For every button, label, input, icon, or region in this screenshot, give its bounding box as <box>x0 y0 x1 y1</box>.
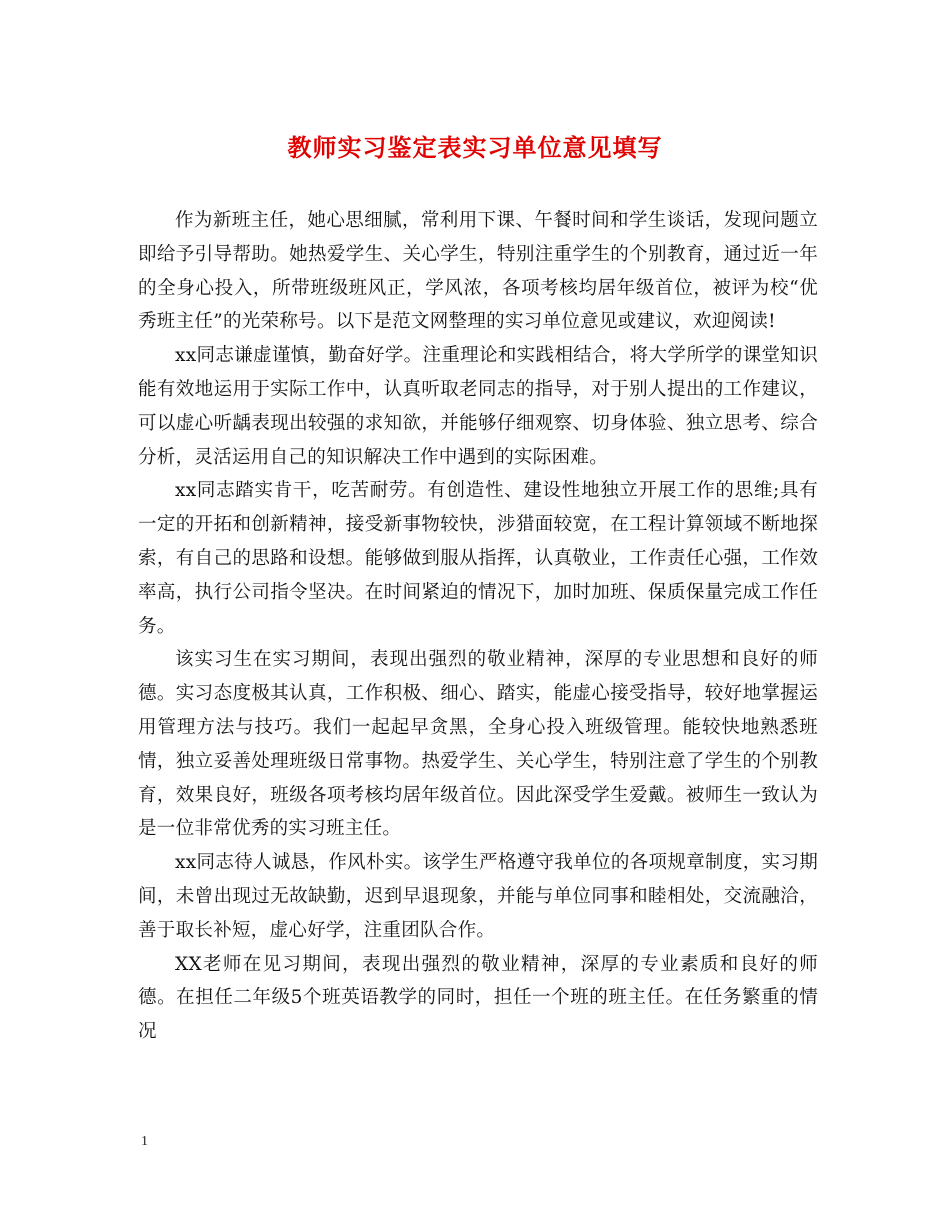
paragraph-6: XX老师在见习期间，表现出强烈的敬业精神，深厚的专业素质和良好的师德。在担任二年级5个班英语教学的同时，担任一个班的班主任。在任务繁重的情况 <box>138 953 818 1043</box>
page-number: 1 <box>141 1134 148 1149</box>
paragraph-3: xx同志踏实肯干，吃苦耐劳。有创造性、建设性地独立开展工作的思维;具有一定的开拓和创新精神，接受新事物较快，涉猎面较宽，在工程计算领域不断地探索，有自己的思路和设想。能够做到服从指挥，认真敬业，工作责任心强，工作效率高，执行公司指令坚决。在时间紧迫的情况下，加时加班、保质保量完成工作任务。 <box>138 480 818 637</box>
document-body <box>138 204 818 1049</box>
paragraph-4: 该实习生在实习期间，表现出强烈的敬业精神，深厚的专业思想和良好的师德。实习态度极其认真，工作积极、细心、踏实，能虚心接受指导，较好地掌握运用管理方法与技巧。我们一起起早贪黑，全身心投入班级管理。能较快地熟悉班情，独立妥善处理班级日常事物。热爱学生、关心学生，特别注意了学生的个别教育，效果良好，班级各项考核均居年级首位。因此深受学生爱戴。被师生一致认为是一位非常优秀的实习班主任。 <box>138 649 818 840</box>
document-title: 教师实习鉴定表实习单位意见填写 <box>287 133 663 162</box>
paragraph-5: xx同志待人诚恳，作风朴实。该学生严格遵守我单位的各项规章制度，实习期间，未曾出现过无故缺勤，迟到早退现象，并能与单位同事和睦相处，交流融洽，善于取长补短，虚心好学，注重团队合作。 <box>138 852 818 941</box>
paragraph-1: 作为新班主任，她心思细腻，常利用下课、午餐时间和学生谈话，发现问题立即给予引导帮助。她热爱学生、关心学生，特别注重学生的个别教育，通过近一年的全身心投入，所带班级班风正，学风浓，各项考核均居年级首位，被评为校“优秀班主任”的光荣称号。以下是范文网整理的实习单位意见或建议，欢迎阅读! <box>138 210 818 333</box>
paragraph-2: xx同志谦虚谨慎，勤奋好学。注重理论和实践相结合，将大学所学的课堂知识能有效地运用于实际工作中，认真听取老同志的指导，对于别人提出的工作建议，可以虚心听龋表现出较强的求知欲，并能够仔细观察、切身体验、独立思考、综合分析，灵活运用自己的知识解决工作中遇到的实际困难。 <box>138 345 818 468</box>
